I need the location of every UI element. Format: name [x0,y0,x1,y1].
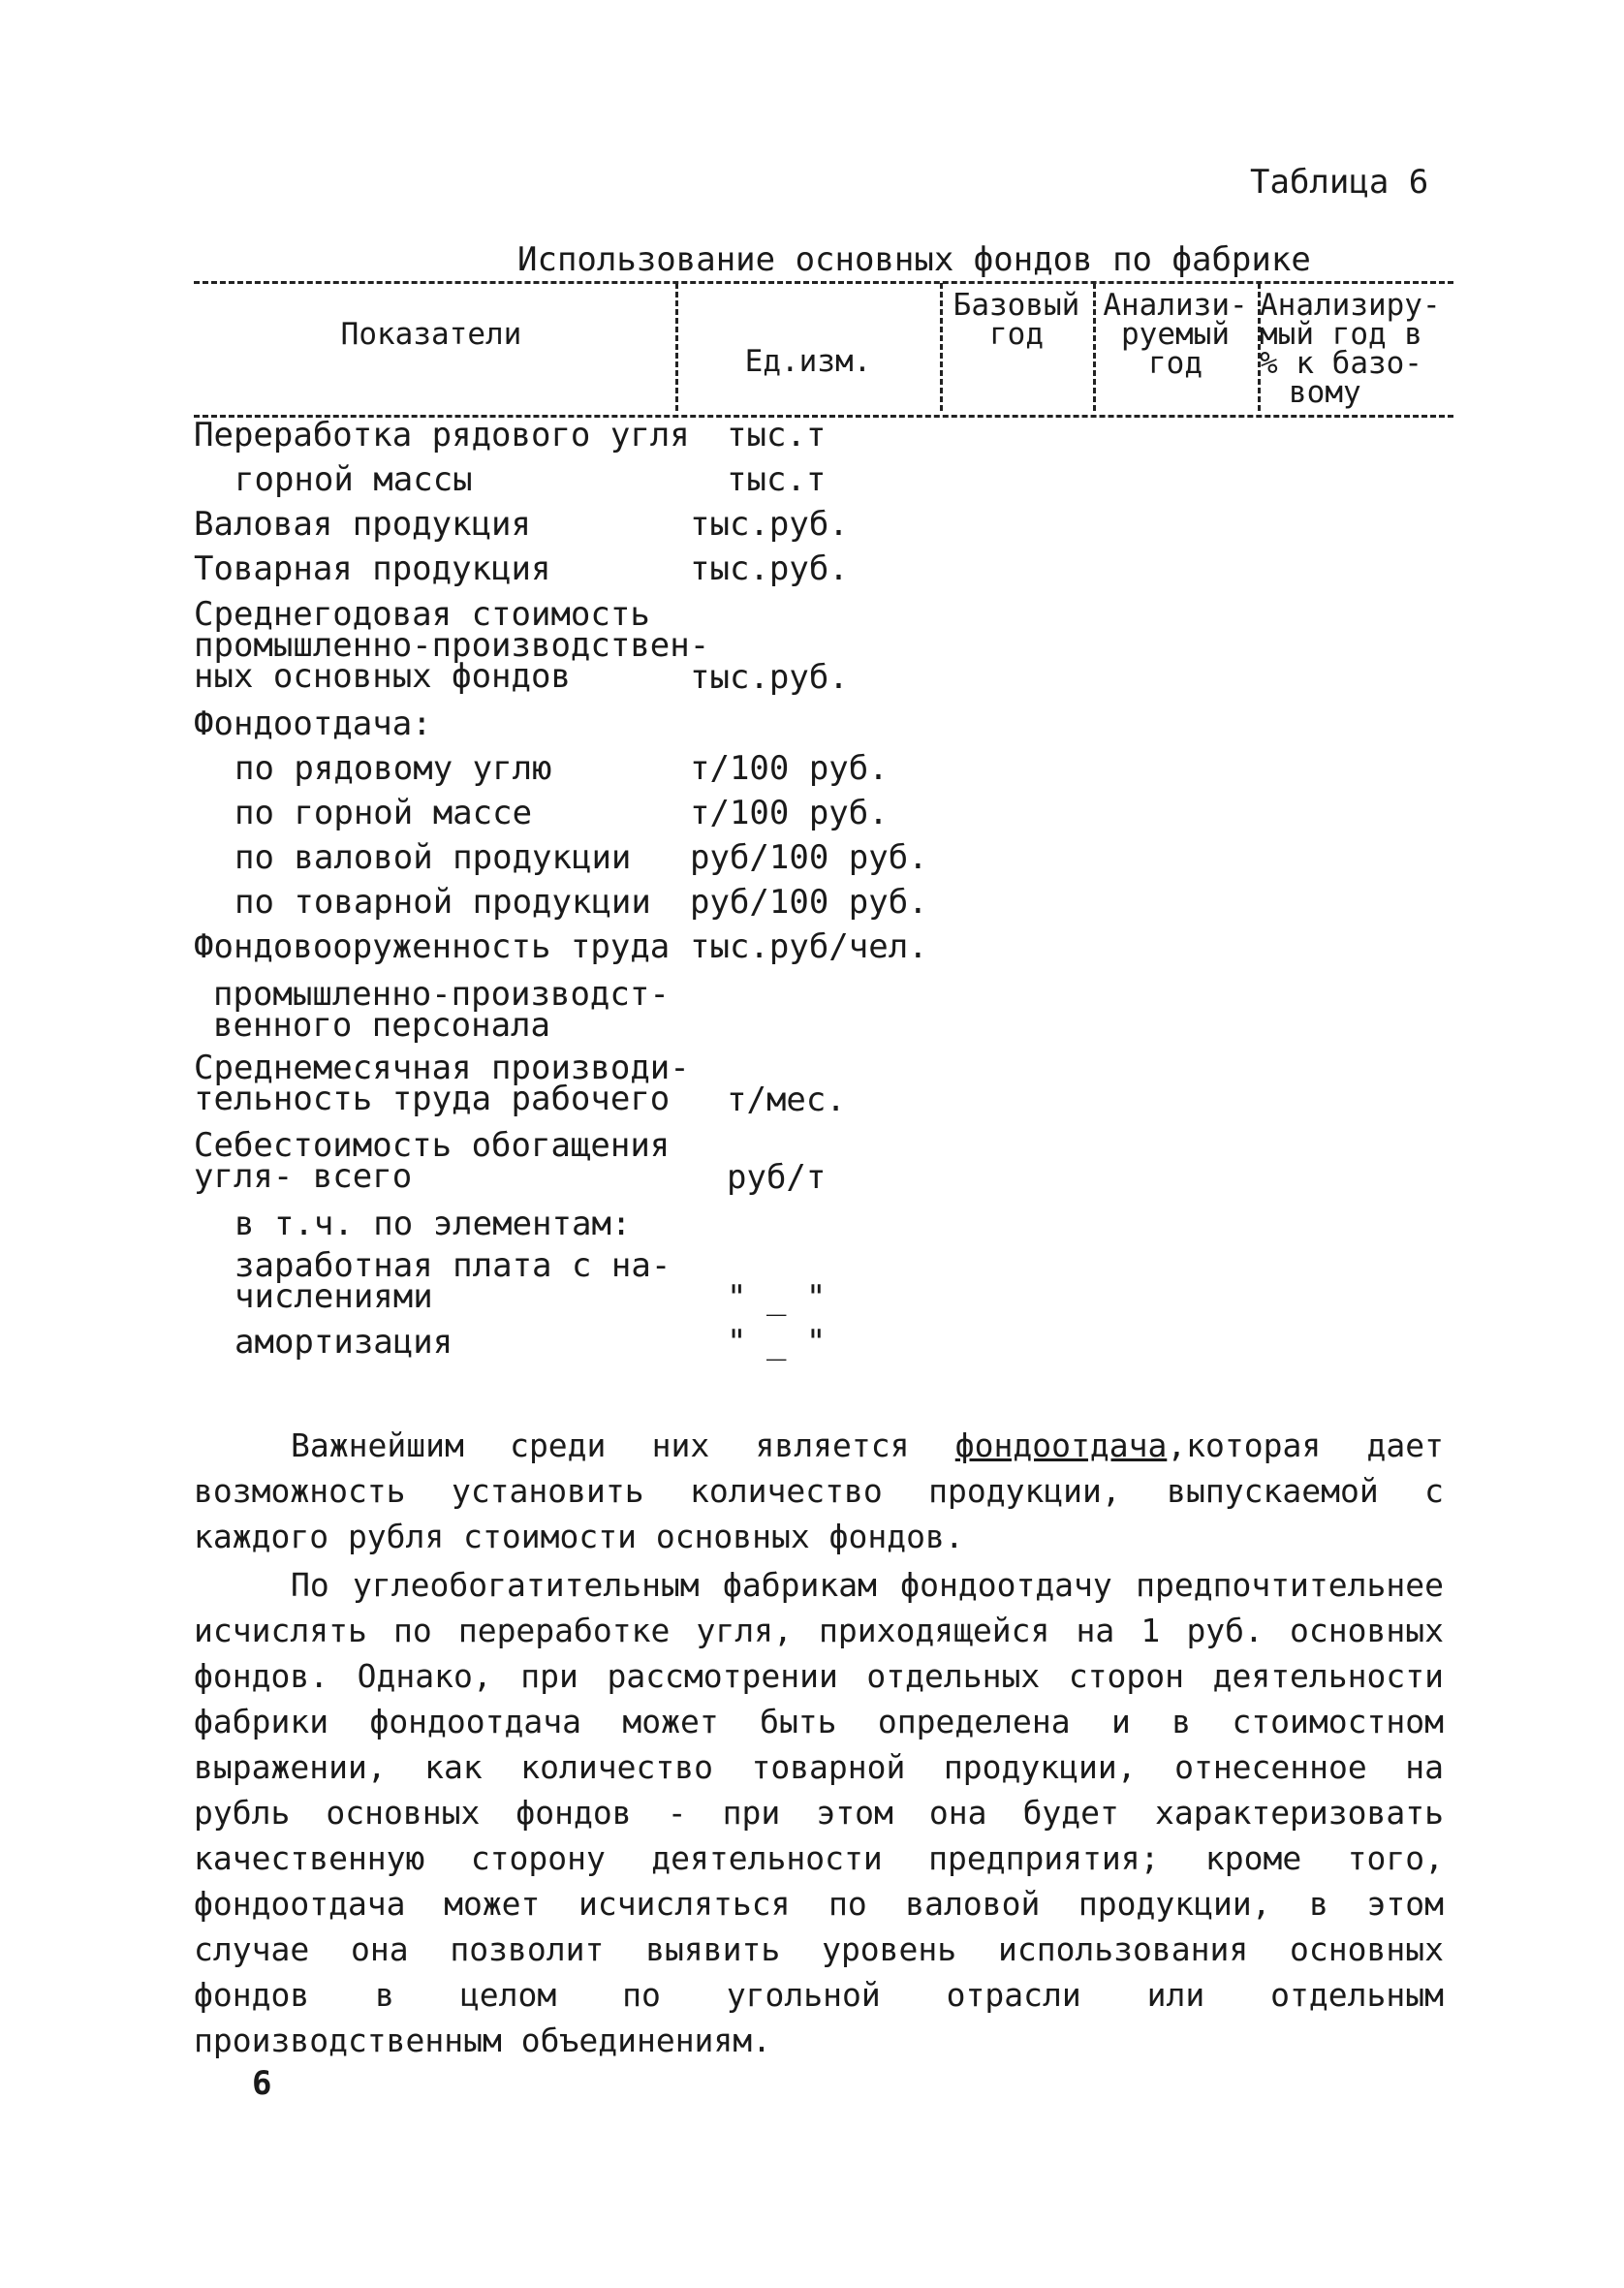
row-unit: тыс.руб. [690,549,849,588]
row-unit: тыс.т [727,416,827,454]
row-label: в т.ч. по элементам: [234,1205,632,1243]
header-percent-line: % к базо- [1260,346,1422,381]
row-label-line: тельность труда рабочего [194,1080,671,1118]
row-label-line: промышленно-производствен- [194,626,710,665]
row-label-line: Среднегодовая стоимость [194,595,650,634]
row-unit: руб/100 руб. [690,838,928,877]
header-percent-line: вому [1289,375,1361,410]
row-unit: т/100 руб. [690,749,889,788]
row-label: Валовая продукция [194,505,531,544]
header-analyzed-year-line: руемый [1121,317,1230,352]
row-label: амортизация [234,1323,453,1362]
row-unit: руб/100 руб. [690,883,928,922]
row-label-multiline [194,1049,690,1118]
row-label-line: ных основных фондов [194,657,571,696]
row-label: по горной массе [234,794,533,832]
header-base-year-line: Базовый [953,288,1080,323]
row-unit: " _ " [727,1278,827,1317]
row-label: горной массы [234,460,473,499]
row-label-line: заработная плата с на- [234,1246,671,1285]
row-label-line: Себестоимость обогащения [194,1126,671,1165]
row-unit: тыс.т [727,460,827,499]
row-unit: тыс.руб/чел. [690,927,928,966]
row-label-multiline [234,1246,671,1316]
row-unit: т/мес. [727,1081,846,1119]
header-unit: Ед.изм. [744,344,872,379]
row-label-line: угля- всего [194,1157,413,1196]
table-top-rule [194,281,1453,284]
row-unit: т/100 руб. [690,794,889,832]
row-label: по валовой продукции [234,838,632,877]
header-percent-line: мый год в [1260,317,1422,352]
row-unit: тыс.руб. [690,658,849,697]
header-percent-line: Анализиру- [1260,288,1441,323]
paragraph-2-text: По углеобогатительным фабрикам фондоотдачу предпочтительнее исчислять по переработке угля, приходящейся на 1 руб. основных фондов. Однако, при рассмотрении отдельных сторон деятельности фабрики фондоотдача может быть определена и в стоимостном выражении, как количество товарной продукции, отнесенное на рубль основных фондов - при этом она будет характеризовать качественную сторону деятельности предприятия; кроме того, фондоотдача может исчисляться по валовой продукции, в этом случае она позволит выявить уровень использования основных фондов в целом по угольной отрасли или отдельным производственным объединениям. [194,1566,1444,2059]
row-label-multiline [194,1126,671,1196]
header-analyzed-year-line: Анализи- [1103,288,1248,323]
row-unit: тыс.руб. [690,505,849,544]
row-label-line: Среднемесячная производи- [194,1049,690,1087]
paragraph-2 [194,1562,1444,2063]
header-base-year-line: год [989,317,1044,352]
paragraph-1 [194,1423,1444,1559]
header-indicator: Показатели [340,317,522,352]
header-analyzed-year-line: год [1148,346,1202,381]
row-unit: " _ " [727,1323,827,1362]
row-label-multiline [213,975,670,1045]
row-label-line: венного персонала [213,1006,550,1045]
row-label-multiline [194,595,710,696]
row-label: Переработка рядового угля [194,416,690,454]
table-title: Использование основных фондов по фабрике [517,240,1311,279]
row-label-line: промышленно-производст- [213,975,670,1014]
row-label: Фондоотдача: [194,705,432,743]
row-unit: руб/т [727,1158,827,1197]
page-number: 6 [252,2064,272,2103]
header-base-year [942,288,1091,352]
row-label: Товарная продукция [194,549,551,588]
header-analyzed-year [1095,288,1256,381]
row-label: по товарной продукции [234,883,651,922]
row-label: по рядовому углю [234,749,552,788]
paragraph-1-after: ,которая дает возможность установить количество продукции, выпускаемой с каждого рубля стоимости основных фондов. [194,1426,1444,1555]
header-percent [1260,288,1473,410]
paragraph-1-term: фондоотдача [954,1426,1168,1464]
row-label-line: числениями [234,1277,433,1316]
row-label: Фондовооруженность труда [194,927,671,966]
table-label: Таблица 6 [1250,163,1429,202]
paragraph-1-before: Важнейшим среди них является [291,1426,955,1464]
